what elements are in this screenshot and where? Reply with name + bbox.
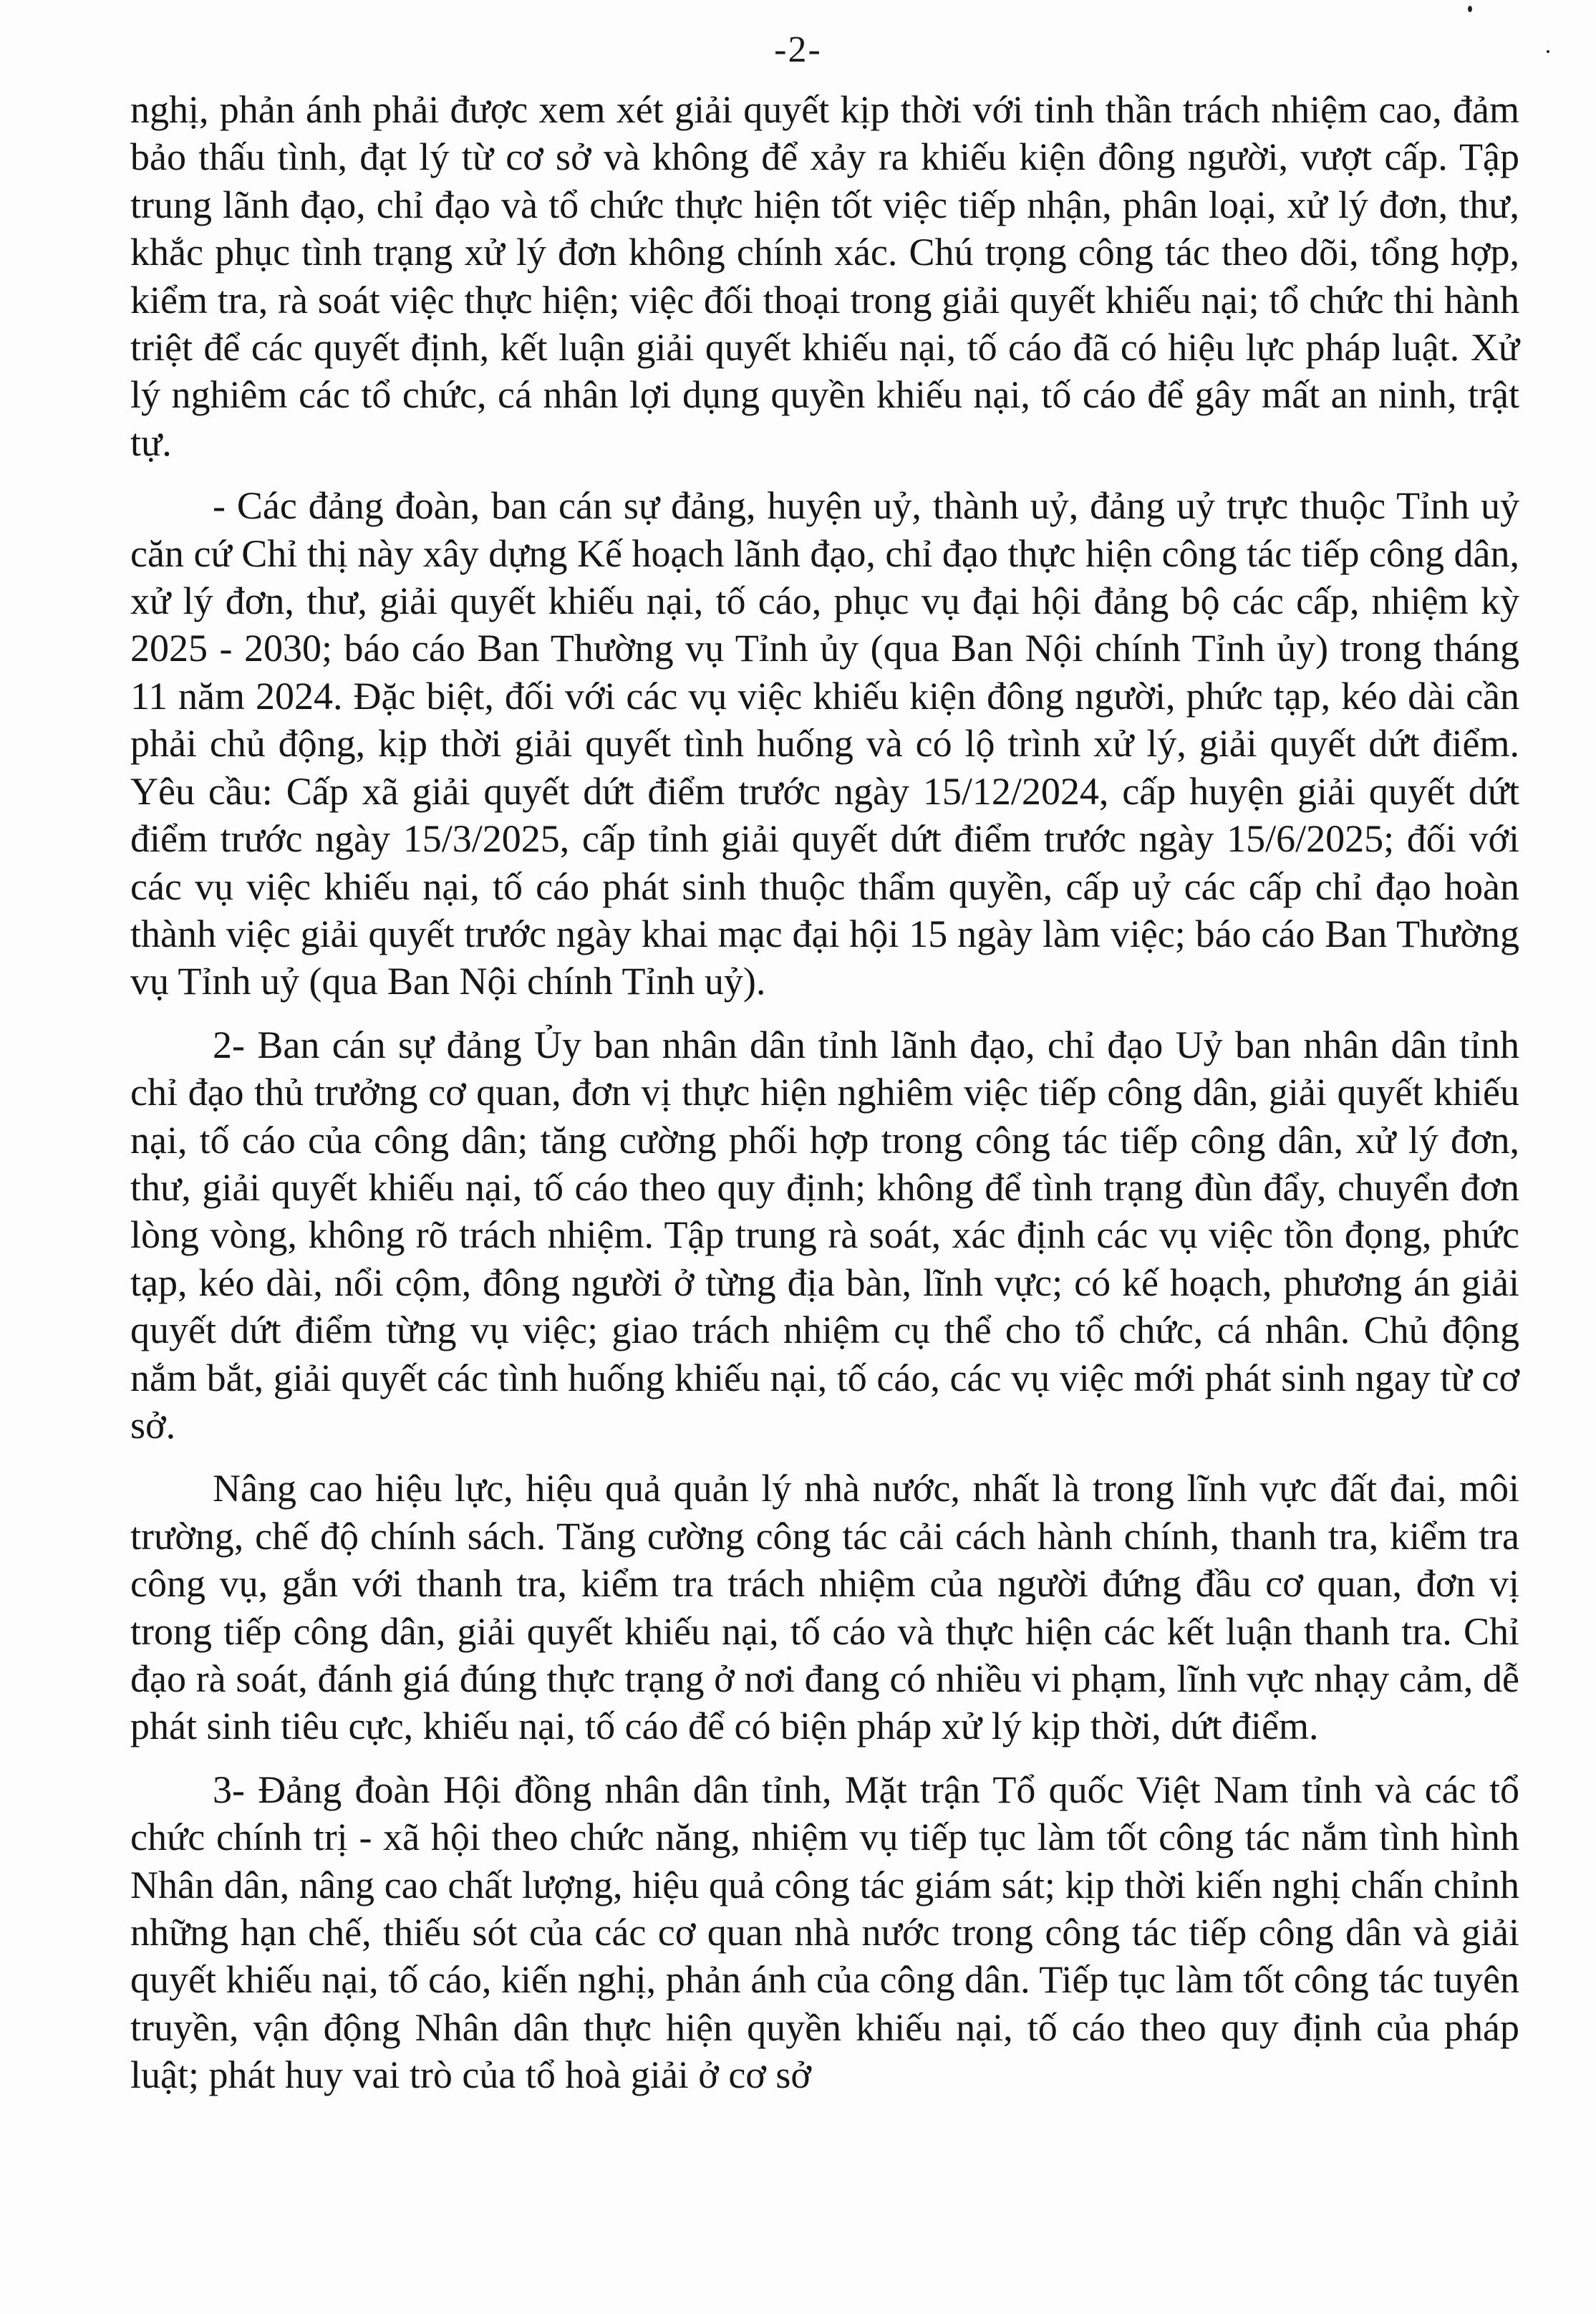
paragraph-state-management: Nâng cao hiệu lực, hiệu quả quản lý nhà nước, nhất là trong lĩnh vực đất đai, môi trường, chế độ chính sách. Tăng cường công tác cải cách hành chính, thanh tra, kiểm tra công vụ, gắn với thanh tra, kiểm tra trách nhiệm của người đứng đầu cơ quan, đơn vị trong tiếp công dân, giải quyết khiếu nại, tố cáo và thực hiện các kết luận thanh tra. Chỉ đạo rà soát, đánh giá đúng thực trạng ở nơi đang có nhiều vi phạm, lĩnh vực nhạy cảm, dễ phát sinh tiêu cực, khiếu nại, tố cáo để có biện pháp xử lý kịp thời, dứt điểm. [130,1467,1519,1748]
paragraph-party-committees: - Các đảng đoàn, ban cán sự đảng, huyện uỷ, thành uỷ, đảng uỷ trực thuộc Tỉnh uỷ căn cứ Chỉ thị này xây dựng Kế hoạch lãnh đạo, chỉ đạo thực hiện công tác tiếp công dân, xử lý đơn, thư, giải quyết khiếu nại, tố cáo, phục vụ đại hội đảng bộ các cấp, nhiệm kỳ 2025 - 2030; báo cáo Ban Thường vụ Tỉnh ủy (qua Ban Nội chính Tỉnh ủy) trong tháng 11 năm 2024. Đặc biệt, đối với các vụ việc khiếu kiện đông người, phức tạp, kéo dài cần phải chủ động, kịp thời giải quyết tình huống và có lộ trình xử lý, giải quyết dứt điểm. Yêu cầu: Cấp xã giải quyết dứt điểm trước ngày 15/12/2024, cấp huyện giải quyết dứt điểm trước ngày 15/3/2025, cấp tỉnh giải quyết dứt điểm trước ngày 15/6/2025; đối với các vụ việc khiếu nại, tố cáo phát sinh thuộc thẩm quyền, cấp uỷ các cấp chỉ đạo hoàn thành việc giải quyết trước ngày khai mạc đại hội 15 ngày làm việc; báo cáo Ban Thường vụ Tỉnh uỷ (qua Ban Nội chính Tỉnh uỷ). [130,484,1519,1003]
paragraph-continuation: nghị, phản ánh phải được xem xét giải quyết kịp thời với tinh thần trách nhiệm cao, đảm bảo thấu tình, đạt lý từ cơ sở và không để xảy ra khiếu kiện đông người, vượt cấp. Tập trung lãnh đạo, chỉ đạo và tổ chức thực hiện tốt việc tiếp nhận, phân loại, xử lý đơn, thư, khắc phục tình trạng xử lý đơn không chính xác. Chú trọng công tác theo dõi, tổng hợp, kiểm tra, rà soát việc thực hiện; việc đối thoại trong giải quyết khiếu nại; tổ chức thi hành triệt để các quyết định, kết luận giải quyết khiếu nại, tố cáo đã có hiệu lực pháp luật. Xử lý nghiêm các tổ chức, cá nhân lợi dụng quyền khiếu nại, tố cáo để gây mất an ninh, trật tự. [130,88,1519,464]
page-number: -2- [774,29,822,70]
paragraph-item-3: 3- Đảng đoàn Hội đồng nhân dân tỉnh, Mặt trận Tổ quốc Việt Nam tỉnh và các tổ chức chính trị - xã hội theo chức năng, nhiệm vụ tiếp tục làm tốt công tác nắm tình hình Nhân dân, nâng cao chất lượng, hiệu quả công tác giám sát; kịp thời kiến nghị chấn chỉnh những hạn chế, thiếu sót của các cơ quan nhà nước trong công tác tiếp công dân và giải quyết khiếu nại, tố cáo, kiến nghị, phản ánh của công dân. Tiếp tục làm tốt công tác tuyên truyền, vận động Nhân dân thực hiện quyền khiếu nại, tố cáo theo quy định của pháp luật; phát huy vai trò của tổ hoà giải ở cơ sở [130,1768,1519,2097]
document-body [130,86,1519,2115]
scan-speck [1468,6,1472,12]
paragraph-item-2: 2- Ban cán sự đảng Ủy ban nhân dân tỉnh lãnh đạo, chỉ đạo Uỷ ban nhân dân tỉnh chỉ đạo thủ trưởng cơ quan, đơn vị thực hiện nghiêm việc tiếp công dân, giải quyết khiếu nại, tố cáo của công dân; tăng cường phối hợp trong công tác tiếp công dân, xử lý đơn, thư, giải quyết khiếu nại, tố cáo theo quy định; không để tình trạng đùn đẩy, chuyển đơn lòng vòng, không rõ trách nhiệm. Tập trung rà soát, xác định các vụ việc tồn đọng, phức tạp, kéo dài, nổi cộm, đông người ở từng địa bàn, lĩnh vực; có kế hoạch, phương án giải quyết dứt điểm từng vụ việc; giao trách nhiệm cụ thể cho tổ chức, cá nhân. Chủ động nắm bắt, giải quyết các tình huống khiếu nại, tố cáo, các vụ việc mới phát sinh ngay từ cơ sở. [130,1023,1519,1447]
